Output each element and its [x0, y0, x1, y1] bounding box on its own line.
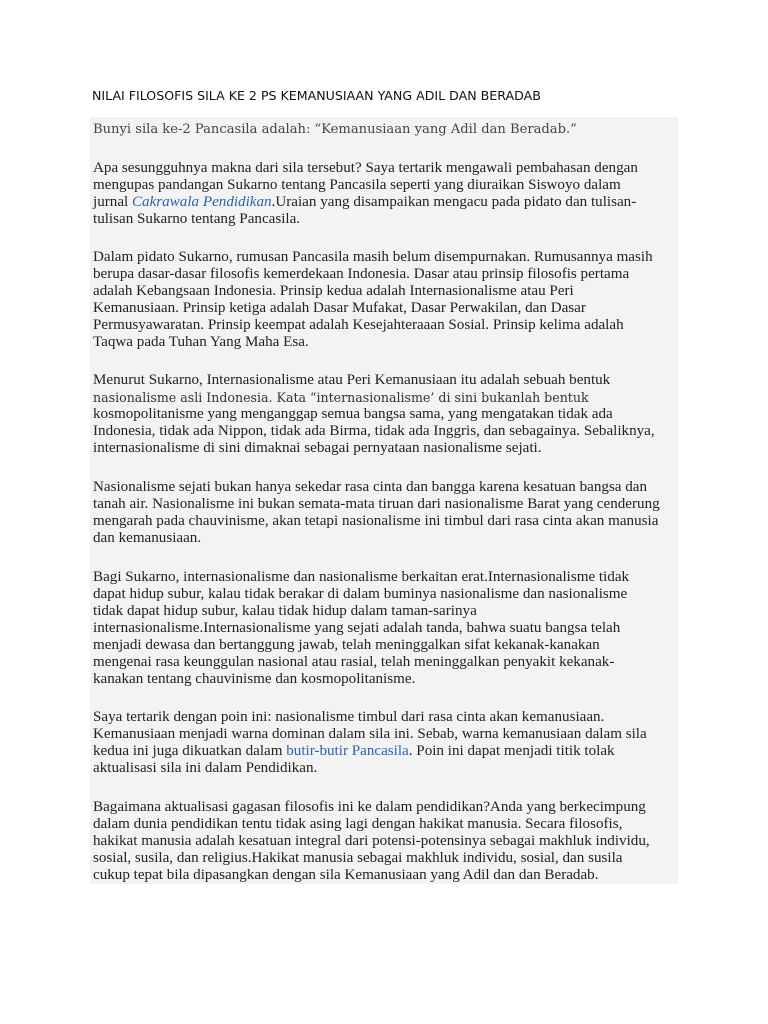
paragraph-line: Permusyawaratan. Prinsip keempat adalah Kesejahteraaan Sosial. Prinsip kelima adalah [93, 317, 624, 333]
cakrawala-pendidikan-link[interactable]: Cakrawala Pendidikan [131, 194, 272, 210]
paragraph-line: mengupas pandangan Sukarno tentang Pancasila seperti yang diuraikan Siswoyo dalam [93, 177, 621, 193]
page-title: NILAI FILOSOFIS SILA KE 2 PS KEMANUSIAAN YANG ADIL DAN BERADAB [92, 88, 541, 103]
paragraph-line: Taqwa pada Tuhan Yang Maha Esa. [93, 334, 309, 350]
text-fragment: . Poin ini dapat menjadi titik tolak [408, 743, 615, 759]
paragraph-line: Bagi Sukarno, internasionalisme dan nasionalisme berkaitan erat.Internasionalisme tidak [93, 569, 630, 585]
paragraph-line: menjadi dewasa dan bertanggung jawab, telah meninggalkan sifat kekanak-kanakan [93, 637, 600, 653]
paragraph-line: dapat hidup subur, kalau tidak berakar di dalam buminya nasionalisme dan nasionalisme [93, 586, 628, 602]
paragraph-line: Indonesia, tidak ada Nippon, tidak ada Birma, tidak ada Inggris, dan sebagainya. Sebaliknya, [93, 423, 655, 439]
paragraph-4 [93, 479, 660, 547]
paragraph-line: kosmopolitanisme yang menganggap semua bangsa sama, yang mengatakan tidak ada [93, 406, 613, 422]
paragraph-line: internasionalisme.Internasionalisme yang sejati adalah tanda, bahwa suatu bangsa telah [93, 620, 621, 636]
paragraph-line: hakikat manusia adalah kesatuan integral dari potensi-potensinya sebagai makhluk individu, [93, 833, 650, 849]
text-fragment: jurnal [93, 194, 132, 210]
paragraph-line [93, 194, 638, 211]
paragraph-line: internasionalisme di sini dimaknai sebagai pernyataan nasionalisme sejati. [93, 440, 542, 456]
paragraph-line: Kemanusiaan. Prinsip ketiga adalah Dasar Mufakat, Dasar Perwakilan, dan Dasar [93, 300, 586, 316]
paragraph-line: mengenai rasa keunggulan nasional atau rasial, telah meninggalkan penyakit kekanak- [93, 654, 615, 670]
paragraph-line: tidak dapat hidup subur, kalau tidak hidup dalam taman-sarinya [93, 603, 477, 619]
paragraph-line [93, 743, 647, 760]
paragraph-line: Saya tertarik dengan poin ini: nasionalisme timbul dari rasa cinta akan kemanusiaan. [93, 709, 605, 725]
paragraph-line: Apa sesungguhnya makna dari sila tersebut? Saya tertarik mengawali pembahasan dengan [93, 160, 638, 176]
paragraph-line: aktualisasi sila ini dalam Pendidikan. [93, 760, 318, 776]
paragraph-5 [93, 569, 629, 688]
text-fragment: kedua ini juga dikuatkan dalam [93, 743, 287, 759]
paragraph-7 [93, 799, 650, 884]
paragraph-3 [93, 372, 655, 457]
butir-butir-pancasila-link[interactable]: butir-butir Pancasila [286, 743, 409, 759]
paragraph-2 [93, 249, 653, 351]
paragraph-line: kanakan tentang chauvinisme dan kosmopolitanisme. [93, 671, 416, 687]
article-body [90, 117, 678, 884]
paragraph-6 [93, 709, 647, 777]
paragraph-line: nasionalisme asli Indonesia. Kata “internasionalisme’ di sini bukanlah bentuk [93, 390, 589, 405]
paragraph-line: Dalam pidato Sukarno, rumusan Pancasila masih belum disempurnakan. Rumusannya masih [93, 249, 653, 265]
text-fragment: .Uraian yang disampaikan mengacu pada pidato dan tulisan- [271, 194, 637, 210]
paragraph-line: tanah air. Nasionalisme ini bukan semata-mata tiruan dari nasionalisme Barat yang cenderung [93, 496, 660, 512]
intro-paragraph: Bunyi sila ke-2 Pancasila adalah: “Kemanusiaan yang Adil dan Beradab.” [93, 122, 577, 137]
paragraph-line: mengarah pada chauvinisme, akan tetapi nasionalisme ini timbul dari rasa cinta akan manusia [93, 513, 659, 529]
paragraph-line: Bagaimana aktualisasi gagasan filosofis ini ke dalam pendidikan?Anda yang berkecimpung [93, 799, 646, 815]
paragraph-line: sosial, susila, dan religius.Hakikat manusia sebagai makhluk individu, sosial, dan susila [93, 850, 623, 866]
paragraph-line: dan kemanusiaan. [93, 530, 202, 546]
paragraph-1 [93, 160, 638, 228]
paragraph-line: tulisan Sukarno tentang Pancasila. [93, 211, 301, 227]
paragraph-line: Kemanusiaan menjadi warna dominan dalam sila ini. Sebab, warna kemanusiaan dalam sila [93, 726, 647, 742]
paragraph-line: berupa dasar-dasar filosofis kemerdekaan Indonesia. Dasar atau prinsip filosofis pertama [93, 266, 630, 282]
paragraph-line: Menurut Sukarno, Internasionalisme atau Peri Kemanusiaan itu adalah sebuah bentuk [93, 372, 611, 388]
paragraph-line: Nasionalisme sejati bukan hanya sekedar rasa cinta dan bangga karena kesatuan bangsa dan [93, 479, 648, 495]
paragraph-line: dalam dunia pendidikan tentu tidak asing lagi dengan hakikat manusia. Secara filosofis, [93, 816, 623, 832]
paragraph-line: cukup tepat bila dipasangkan dengan sila Kemanusiaan yang Adil dan dan Beradab. [93, 867, 599, 883]
paragraph-line: adalah Kebangsaan Indonesia. Prinsip kedua adalah Internasionalisme atau Peri [93, 283, 574, 299]
